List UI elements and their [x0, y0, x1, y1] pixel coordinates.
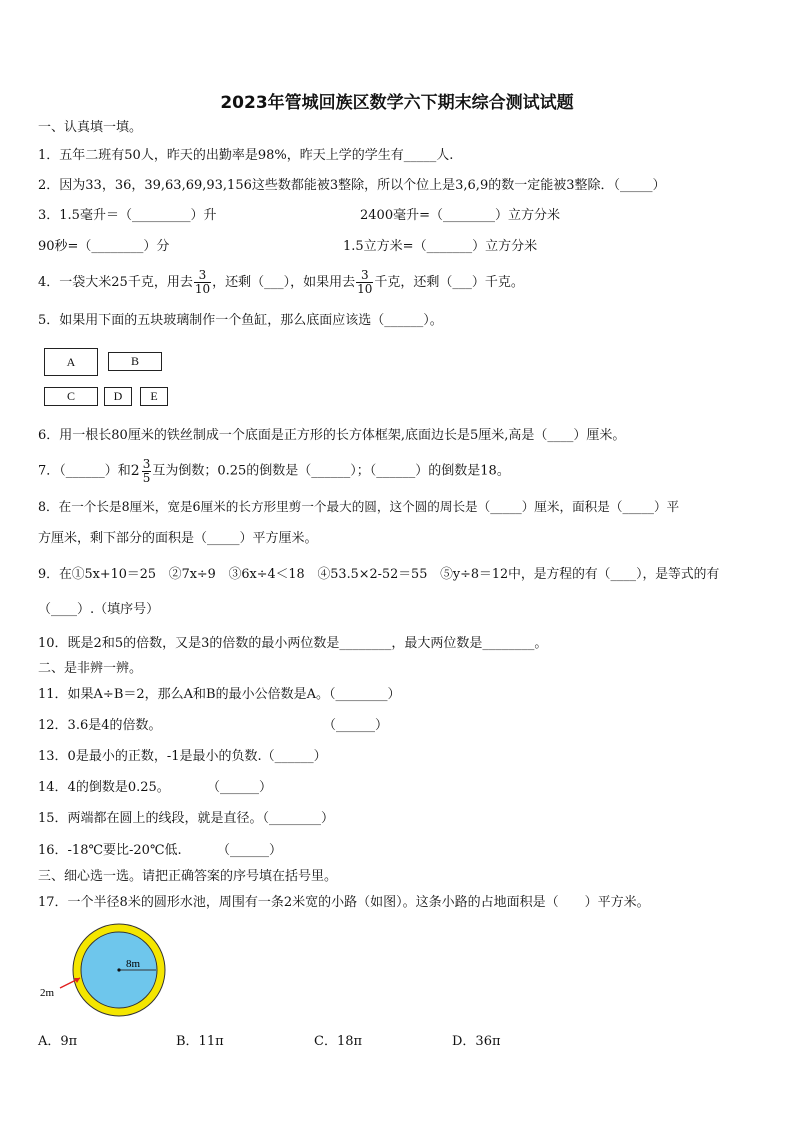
glass-panel-b: B	[108, 352, 162, 371]
glass-panel-e: E	[140, 387, 168, 406]
q4-frac2-den: 10	[357, 282, 373, 296]
question-6: 6．用一根长80厘米的铁丝制成一个底面是正方形的长方体框架,底面边长是5厘米,高是（____）厘米。	[38, 428, 626, 443]
center-dot	[117, 968, 120, 971]
q4-frac2-num: 3	[356, 269, 373, 283]
question-1: 1．五年二班有50人，昨天的出勤率是98%，昨天上学的学生有_____人.	[38, 148, 454, 163]
question-11: 11．如果A÷B＝2，那么A和B的最小公倍数是A。（________）	[38, 687, 401, 702]
q7-text-2: 互为倒数；0.25的倒数是（______）；（______）的倒数是18。	[152, 463, 510, 479]
question-3d: 1.5立方米=（_______）立方分米	[343, 239, 538, 254]
radius-label: 8m	[126, 958, 141, 970]
question-12-blank: （______）	[323, 718, 389, 733]
glass-panel-a: A	[44, 348, 98, 376]
q7-text-1: 7．（______）和	[38, 463, 131, 479]
option-b: B．11π	[176, 1034, 224, 1049]
question-17: 17．一个半径8米的圆形水池，周围有一条2米宽的小路（如图）。这条小路的占地面积是（ ）平方米。	[38, 895, 650, 910]
q4-text-2: ，还剩（___），如果用去	[212, 275, 356, 290]
q7-den: 5	[142, 470, 151, 485]
question-4	[38, 268, 524, 298]
option-d: D．36π	[452, 1034, 501, 1049]
question-2: 2．因为33，36，39,63,69,93,156这些数都能被3整除，所以个位上是3,6,9的数一定能被3整除．（_____）	[38, 178, 666, 193]
glass-panel-c: C	[44, 387, 98, 406]
width-label: 2m	[40, 987, 55, 999]
question-9-line-2: （____）.（填序号）	[38, 602, 160, 617]
question-14-blank: （______）	[207, 780, 273, 795]
q4-text-3: 千克，还剩（___）千克。	[374, 275, 524, 290]
question-3b: 2400毫升=（________）立方分米	[360, 208, 560, 223]
option-a: A．9π	[38, 1034, 78, 1049]
page-title: 2023年管城回族区数学六下期末综合测试试题	[220, 93, 574, 113]
question-16-blank: （______）	[217, 843, 283, 858]
question-12: 12．3.6是4的倍数。	[38, 718, 162, 733]
q4-fraction-2	[356, 269, 373, 296]
section-heading-choice: 三、细心选一选。请把正确答案的序号填在括号里。	[38, 869, 338, 884]
q7-fraction	[142, 458, 152, 485]
question-5: 5．如果用下面的五块玻璃制作一个鱼缸，那么底面应该选（______）。	[38, 313, 443, 328]
option-c: C．18π	[314, 1034, 363, 1049]
question-16: 16．-18℃要比-20℃低.	[38, 843, 182, 858]
question-10: 10．既是2和5的倍数，又是3的倍数的最小两位数是________，最大两位数是________。	[38, 636, 548, 651]
section-heading-fill: 一、认真填一填。	[38, 120, 143, 135]
question-7	[38, 454, 510, 489]
question-14: 14．4的倒数是0.25。	[38, 780, 170, 795]
question-9-line-1: 9．在①5x+10＝25 ②7x÷9 ③6x÷4＜18 ④53.5×2-52＝55 ⑤y÷8＝12中，是方程的有（____），是等式的有	[38, 567, 720, 582]
question-8-line-2: 方厘米，剩下部分的面积是（_____）平方厘米。	[38, 531, 318, 546]
q7-whole: 2	[130, 463, 140, 479]
q4-fraction-1	[194, 269, 211, 296]
q7-num: 3	[142, 456, 151, 471]
question-15: 15．两端都在圆上的线段，就是直径。（________）	[38, 811, 335, 826]
q4-frac1-den: 10	[194, 282, 211, 296]
question-13: 13．0是最小的正数，-1是最小的负数.（______）	[38, 749, 327, 764]
question-3c: 90秒=（________）分	[38, 239, 170, 254]
q4-text-1: 4．一袋大米25千克，用去	[38, 275, 193, 290]
pool-figure	[36, 920, 166, 1020]
glass-panel-d: D	[104, 387, 132, 406]
q4-frac1-num: 3	[194, 269, 211, 283]
question-3a: 3．1.5毫升＝（_________）升	[38, 208, 217, 223]
section-heading-judge: 二、是非辨一辨。	[38, 661, 143, 676]
question-8-line-1: 8．在一个长是8厘米，宽是6厘米的长方形里剪一个最大的圆，这个圆的周长是（_____）厘米，面积是（_____）平	[38, 499, 680, 514]
q7-mixed-number	[131, 454, 153, 488]
